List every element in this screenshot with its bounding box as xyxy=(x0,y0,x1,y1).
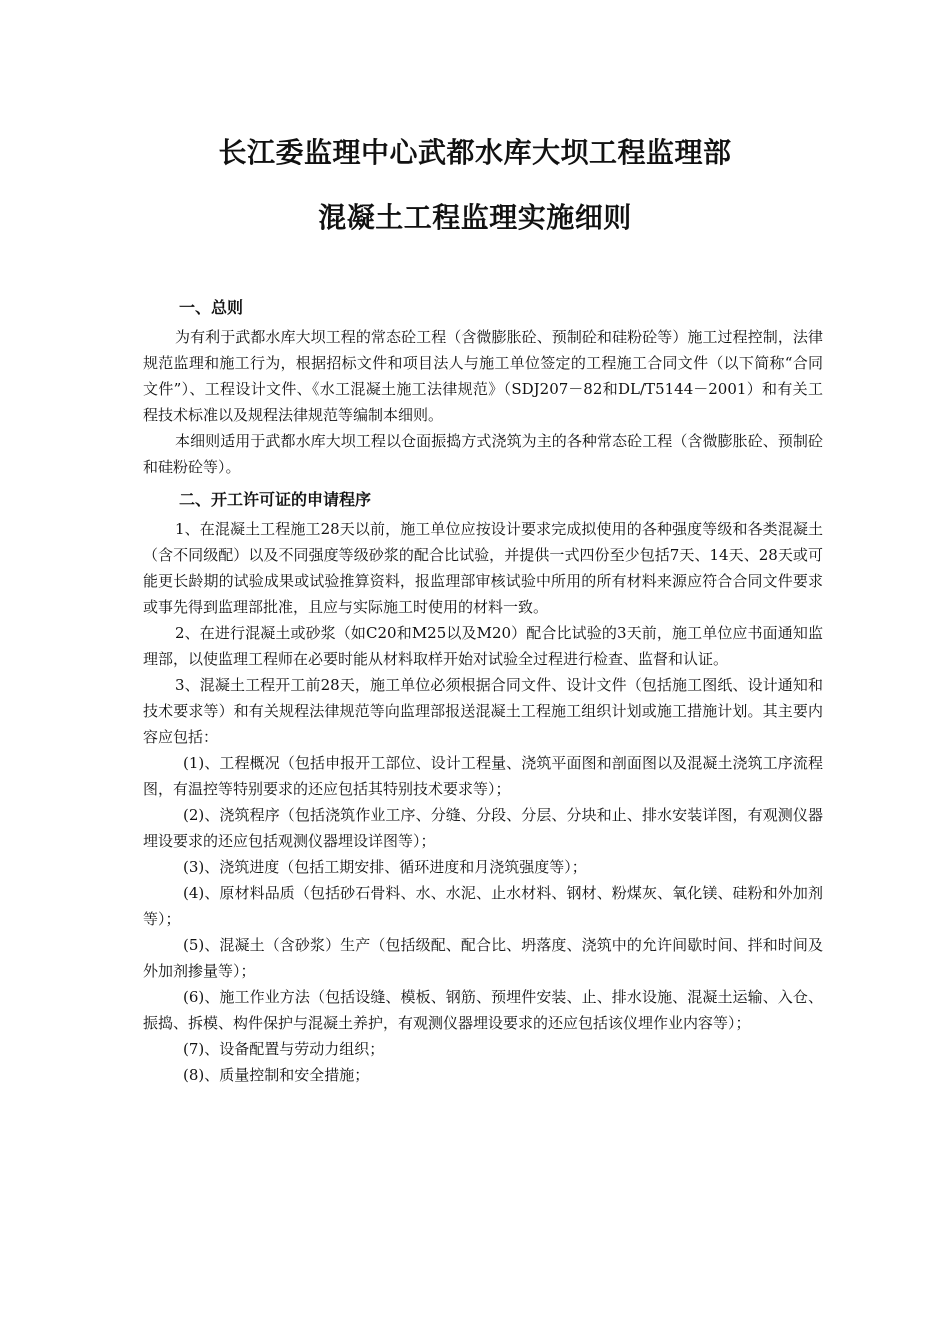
paragraph: 3、混凝土工程开工前28天，施工单位必须根据合同文件、设计文件（包括施工图纸、设计通知和技术要求等）和有关规程法律规范等向监理部报送混凝土工程施工组织计划或施工措施计划。其主要内容应包括： xyxy=(143,676,823,746)
list-item: (3)、浇筑进度（包括工期安排、循环进度和月浇筑强度等）； xyxy=(183,858,587,876)
paragraph: 2、在进行混凝土或砂浆（如C20和M25以及M20）配合比试验的3天前，施工单位应书面通知监理部，以使监理工程师在必要时能从材料取样开始对试验全过程进行检查、监督和认证。 xyxy=(143,624,823,668)
list-item: (4)、原材料品质（包括砂石骨料、水、水泥、止水材料、钢材、粉煤灰、氧化镁、硅粉和外加剂等）； xyxy=(143,884,823,928)
list-item: (8)、质量控制和安全措施； xyxy=(183,1066,370,1084)
list-item: (6)、施工作业方法（包括设缝、模板、钢筋、预埋件安装、止、排水设施、混凝土运输、入仓、振捣、拆模、构件保护与混凝土养护，有观测仪器埋设要求的还应包括该仪埋作业内容等）； xyxy=(143,988,823,1032)
list-item: (1)、工程概况（包括申报开工部位、设计工程量、浇筑平面图和剖面图以及混凝土浇筑工序流程图，有温控等特别要求的还应包括其特别技术要求等）； xyxy=(143,754,823,798)
section-heading-general: 一、总则 xyxy=(179,298,244,317)
document-body xyxy=(143,292,823,1088)
paragraph: 为有利于武都水库大坝工程的常态砼工程（含微膨胀砼、预制砼和硅粉砼等）施工过程控制，法律规范监理和施工行为，根据招标文件和项目法人与施工单位签定的工程施工合同文件（以下简称“合同文件”）、工程设计文件、《水工混凝土施工法律规范》（SDJ207－82和DL/T5144－2001）和有关工程技术标准以及规程法律规范等编制本细则。 xyxy=(143,328,823,424)
document-subtitle: 混凝土工程监理实施细则 xyxy=(318,201,632,234)
section-heading-permit-procedure: 二、开工许可证的申请程序 xyxy=(179,490,372,509)
document-title: 长江委监理中心武都水库大坝工程监理部 xyxy=(218,136,732,169)
paragraph: 本细则适用于武都水库大坝工程以仓面振捣方式浇筑为主的各种常态砼工程（含微膨胀砼、预制砼和硅粉砼等）。 xyxy=(143,432,823,476)
list-item: (7)、设备配置与劳动力组织； xyxy=(183,1040,385,1058)
list-item: (5)、混凝土（含砂浆）生产（包括级配、配合比、坍落度、浇筑中的允许间歇时间、拌和时间及外加剂掺量等）； xyxy=(143,936,823,980)
list-item: (2)、浇筑程序（包括浇筑作业工序、分缝、分段、分层、分块和止、排水安装详图，有观测仪器埋设要求的还应包括观测仪器埋设详图等）； xyxy=(143,806,823,850)
paragraph: 1、在混凝土工程施工28天以前，施工单位应按设计要求完成拟使用的各种强度等级和各类混凝土（含不同级配）以及不同强度等级砂浆的配合比试验，并提供一式四份至少包括7天、14天、28天或可能更长龄期的试验成果或试验推算资料，报监理部审核试验中所用的所有材料来源应符合合同文件要求或事先得到监理部批准，且应与实际施工时使用的材料一致。 xyxy=(143,520,823,616)
